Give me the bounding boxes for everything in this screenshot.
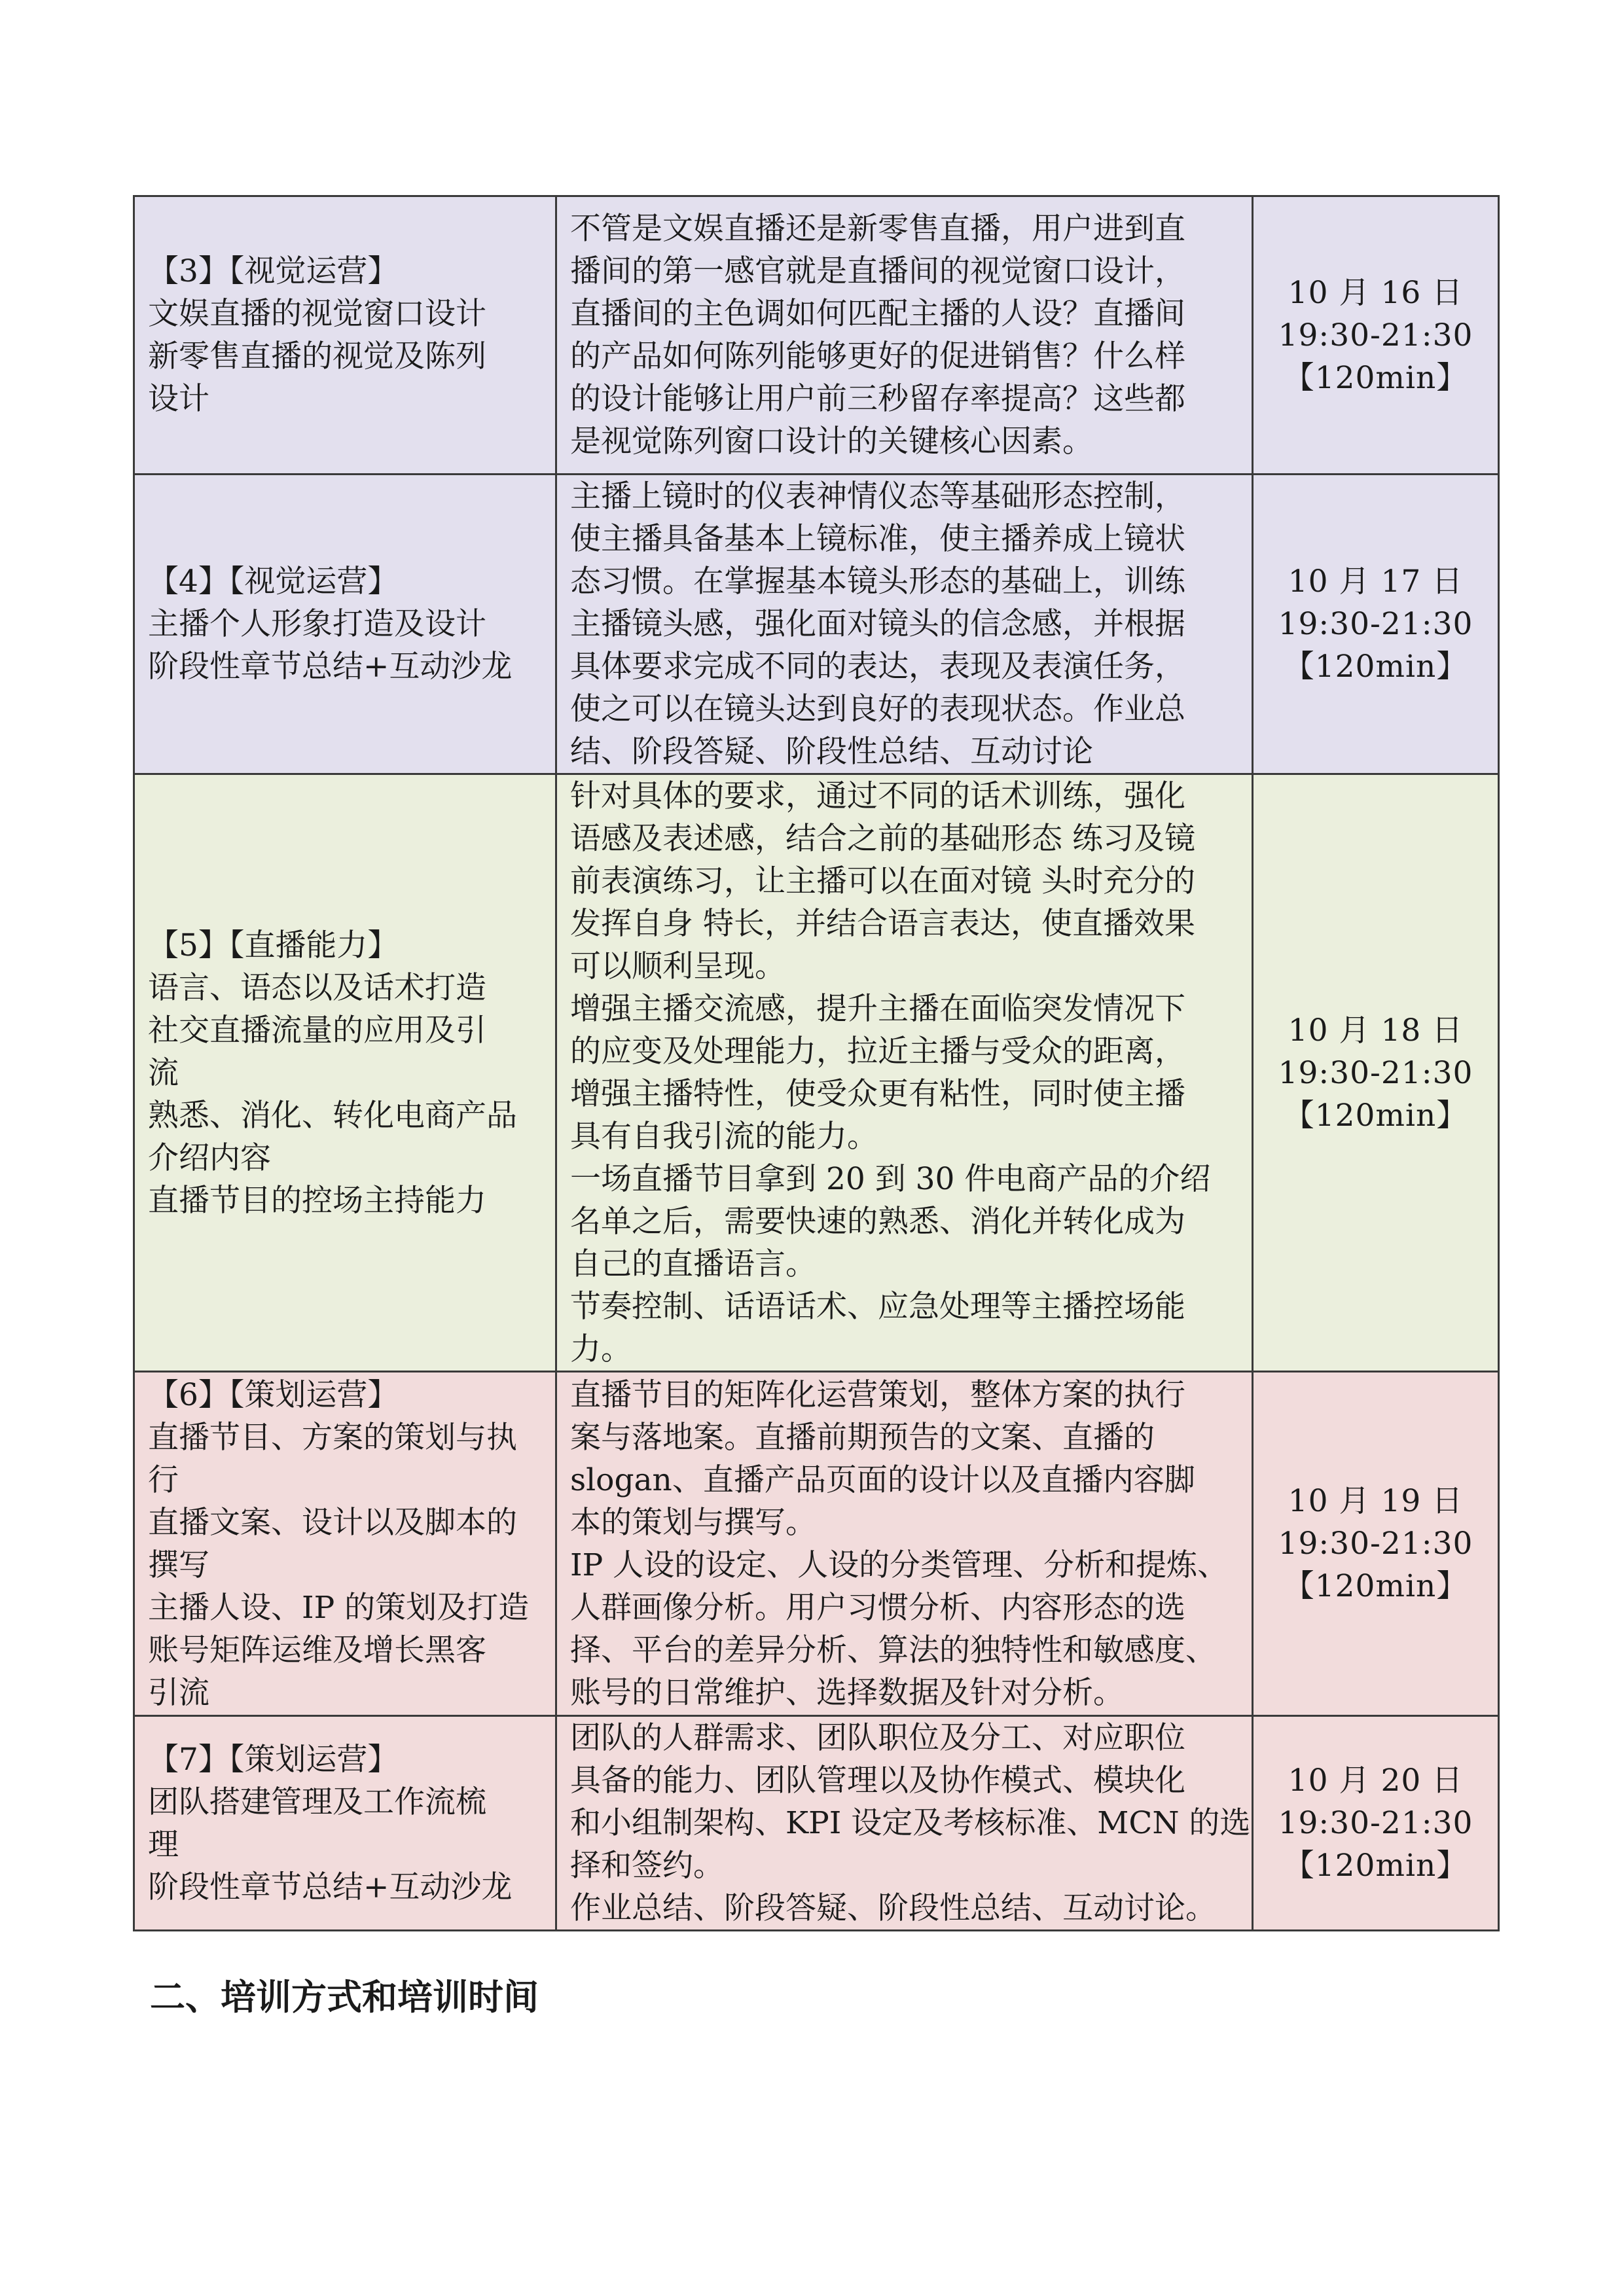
- description-line: slogan、直播产品页面的设计以及直播内容脚: [570, 1462, 1195, 1498]
- topic-line: 熟悉、消化、转化电商产品: [148, 1097, 517, 1134]
- topic-line: 【5】【直播能力】: [148, 927, 399, 963]
- topic-line: 直播文案、设计以及脚本的: [148, 1504, 517, 1541]
- module-description-cell: [556, 196, 1253, 475]
- description-line: 发挥自身 特长，并结合语言表达，使直播效果: [570, 906, 1195, 942]
- table-row: [134, 774, 1499, 1372]
- topic-line: 直播节目、方案的策划与执: [148, 1419, 517, 1456]
- module-description-cell: [556, 475, 1253, 774]
- description-line: 语感及表述感，结合之前的基础形态 练习及镜: [570, 821, 1195, 857]
- description-line: 针对具体的要求，通过不同的话术训练，强化: [570, 778, 1185, 814]
- session-time: 19:30-21:30: [1278, 1526, 1473, 1562]
- topic-line: 账号矩阵运维及增长黑客: [148, 1632, 486, 1668]
- description-line: 使主播具备基本上镜标准，使主播养成上镜状: [570, 521, 1185, 557]
- topic-line: 【7】【策划运营】: [148, 1741, 399, 1778]
- topic-line: 引流: [148, 1674, 209, 1711]
- topic-line: 阶段性章节总结+互动沙龙: [148, 1869, 513, 1905]
- description-line: 人群画像分析。用户习惯分析、内容形态的选: [570, 1589, 1185, 1626]
- topic-line: 设计: [148, 381, 209, 417]
- description-line: IP 人设的设定、人设的分类管理、分析和提炼、: [570, 1547, 1229, 1583]
- description-line: 主播镜头感，强化面对镜头的信念感，并根据: [570, 606, 1185, 642]
- topic-line: 直播节目的控场主持能力: [148, 1182, 486, 1219]
- module-description-cell: [556, 1716, 1253, 1931]
- description-line: 的产品如何陈列能够更好的促进销售？什么样: [570, 338, 1185, 374]
- module-topic-cell: [134, 475, 556, 774]
- module-topic-cell: [134, 196, 556, 475]
- session-time: 19:30-21:30: [1278, 606, 1473, 642]
- description-line: 增强主播交流感，提升主播在面临突发情况下: [570, 991, 1185, 1027]
- topic-line: 流: [148, 1054, 179, 1091]
- topic-line: 【3】【视觉运营】: [148, 253, 399, 289]
- description-line: 直播间的主色调如何匹配主播的人设？直播间: [570, 296, 1185, 332]
- table-row: [134, 475, 1499, 774]
- module-description-cell: [556, 774, 1253, 1372]
- description-line: 可以顺利呈现。: [570, 948, 785, 984]
- session-time: 19:30-21:30: [1278, 1054, 1473, 1091]
- session-duration: 【120min】: [1283, 1568, 1468, 1604]
- session-date: 10 月 19 日: [1288, 1483, 1464, 1519]
- module-topic-cell: [134, 1716, 556, 1931]
- topic-line: 主播个人形象打造及设计: [148, 606, 486, 642]
- description-line: 结、阶段答疑、阶段性总结、互动讨论: [570, 734, 1093, 770]
- description-line: 态习惯。在掌握基本镜头形态的基础上，训练: [570, 564, 1185, 600]
- description-line: 不管是文娱直播还是新零售直播，用户进到直: [570, 211, 1185, 247]
- description-line: 具有自我引流的能力。: [570, 1119, 878, 1155]
- description-line: 团队的人群需求、团队职位及分工、对应职位: [570, 1720, 1185, 1756]
- description-line: 择、平台的差异分析、算法的独特性和敏感度、: [570, 1632, 1216, 1668]
- table-row: [134, 196, 1499, 475]
- description-line: 节奏控制、话语话术、应急处理等主播控场能: [570, 1289, 1185, 1325]
- module-topic-cell: [134, 1372, 556, 1716]
- topic-line: 行: [148, 1462, 179, 1498]
- description-line: 的设计能够让用户前三秒留存率提高？这些都: [570, 381, 1185, 417]
- course-schedule-table: [133, 195, 1500, 1931]
- schedule-time-cell: [1253, 196, 1499, 475]
- description-line: 具备的能力、团队管理以及协作模式、模块化: [570, 1763, 1185, 1799]
- description-line: 具体要求完成不同的表达，表现及表演任务，: [570, 649, 1185, 685]
- session-duration: 【120min】: [1283, 1848, 1468, 1884]
- description-line: 一场直播节目拿到 20 到 30 件电商产品的介绍: [570, 1161, 1211, 1197]
- topic-line: 【6】【策划运营】: [148, 1376, 399, 1413]
- description-line: 播间的第一感官就是直播间的视觉窗口设计，: [570, 253, 1185, 289]
- session-duration: 【120min】: [1283, 359, 1468, 396]
- description-line: 自己的直播语言。: [570, 1246, 816, 1282]
- topic-line: 【4】【视觉运营】: [148, 564, 399, 600]
- schedule-time-cell: [1253, 475, 1499, 774]
- module-description-cell: [556, 1372, 1253, 1716]
- session-date: 10 月 16 日: [1288, 274, 1464, 311]
- description-line: 增强主播特性，使受众更有粘性，同时使主播: [570, 1076, 1185, 1112]
- table-row: [134, 1372, 1499, 1716]
- topic-line: 文娱直播的视觉窗口设计: [148, 296, 486, 332]
- description-line: 案与落地案。直播前期预告的文案、直播的: [570, 1419, 1155, 1456]
- session-date: 10 月 17 日: [1288, 564, 1464, 600]
- section-heading: 二、培训方式和培训时间: [150, 1977, 539, 2018]
- schedule-time-cell: [1253, 1716, 1499, 1931]
- description-line: 使之可以在镜头达到良好的表现状态。作业总: [570, 691, 1185, 727]
- description-line: 主播上镜时的仪表神情仪态等基础形态控制，: [570, 478, 1185, 514]
- topic-line: 介绍内容: [148, 1139, 271, 1176]
- topic-line: 撰写: [148, 1547, 209, 1583]
- topic-line: 语言、语态以及话术打造: [148, 969, 486, 1006]
- session-duration: 【120min】: [1283, 1097, 1468, 1134]
- topic-line: 主播人设、IP 的策划及打造: [148, 1589, 530, 1626]
- table-row: [134, 1716, 1499, 1931]
- session-time: 19:30-21:30: [1278, 317, 1473, 353]
- description-line: 账号的日常维护、选择数据及针对分析。: [570, 1674, 1124, 1711]
- description-line: 力。: [570, 1331, 632, 1367]
- session-date: 10 月 20 日: [1288, 1763, 1464, 1799]
- topic-line: 社交直播流量的应用及引: [148, 1012, 486, 1049]
- session-duration: 【120min】: [1283, 649, 1468, 685]
- description-line: 前表演练习，让主播可以在面对镜 头时充分的: [570, 863, 1195, 899]
- topic-line: 新零售直播的视觉及陈列: [148, 338, 486, 374]
- topic-line: 理: [148, 1826, 179, 1863]
- session-date: 10 月 18 日: [1288, 1012, 1464, 1049]
- description-line: 直播节目的矩阵化运营策划，整体方案的执行: [570, 1376, 1185, 1413]
- description-line: 名单之后，需要快速的熟悉、消化并转化成为: [570, 1204, 1185, 1240]
- description-line: 是视觉陈列窗口设计的关键核心因素。: [570, 423, 1093, 459]
- topic-line: 团队搭建管理及工作流梳: [148, 1784, 486, 1820]
- description-line: 本的策划与撰写。: [570, 1504, 816, 1541]
- description-line: 择和签约。: [570, 1848, 724, 1884]
- description-line: 和小组制架构、KPI 设定及考核标准、MCN 的选: [570, 1805, 1251, 1841]
- schedule-time-cell: [1253, 774, 1499, 1372]
- description-line: 作业总结、阶段答疑、阶段性总结、互动讨论。: [570, 1890, 1216, 1926]
- description-line: 的应变及处理能力，拉近主播与受众的距离，: [570, 1033, 1185, 1069]
- module-topic-cell: [134, 774, 556, 1372]
- table-body: [134, 196, 1499, 1931]
- schedule-time-cell: [1253, 1372, 1499, 1716]
- topic-line: 阶段性章节总结+互动沙龙: [148, 649, 513, 685]
- session-time: 19:30-21:30: [1278, 1805, 1473, 1841]
